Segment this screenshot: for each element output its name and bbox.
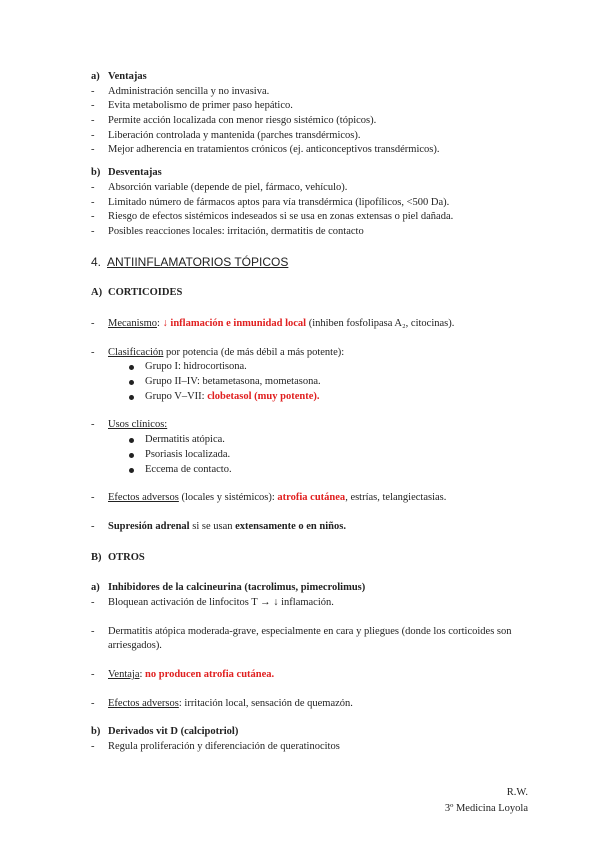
corticoides-title: CORTICOIDES xyxy=(108,287,183,299)
corticoides-heading xyxy=(91,286,531,301)
list-item: - Posibles reacciones locales: irritación, dermatitis de contacto xyxy=(91,225,531,240)
supresion-item xyxy=(91,520,531,535)
usos-label: Usos clínicos: xyxy=(108,419,168,431)
calcineurina-label: a) xyxy=(91,582,100,594)
list-item: - Regula proliferación y diferenciación de queratinocitos xyxy=(91,740,531,755)
efectos-tail: , estrías, telangiectasias. xyxy=(345,492,447,504)
efectos-rest: (locales y sistémicos): xyxy=(178,492,278,504)
clasificacion-list xyxy=(91,346,531,361)
section-title: ANTIINFLAMATORIOS TÓPICOS xyxy=(107,254,289,269)
section-number: 4. xyxy=(91,254,102,269)
supresion-bold1: Supresión adrenal xyxy=(108,520,190,532)
supresion-list xyxy=(91,520,531,535)
ventaja-sep: : xyxy=(139,669,146,681)
list-item: Dermatitis atópica. xyxy=(91,433,531,448)
list-item: - Permite acción localizada con menor riesgo sistémico (tópicos). xyxy=(91,114,531,129)
desventajas-title: Desventajas xyxy=(108,167,162,179)
group-highlight: clobetasol (muy potente). xyxy=(207,390,320,402)
calcineurina-list-2 xyxy=(91,625,531,654)
ventaja-label: Ventaja xyxy=(108,669,140,681)
vitd-list xyxy=(91,740,531,755)
list-item: - Evita metabolismo de primer paso hepático. xyxy=(91,99,531,114)
clasificacion-item xyxy=(91,346,531,361)
calcineurina-heading xyxy=(91,581,531,596)
otros-title: OTROS xyxy=(108,551,145,563)
ventaja-highlight: no producen atrofia cutánea. xyxy=(145,669,275,681)
ventajas-heading xyxy=(91,70,531,85)
vitd-title: Derivados vit D (calcipotriol) xyxy=(108,726,239,738)
corticoides-label: A) xyxy=(91,287,103,299)
mecanismo-list xyxy=(91,317,531,332)
list-item: - Absorción variable (depende de piel, fármaco, vehículo). xyxy=(91,181,531,196)
group-text: Grupo I: hidrocortisona. xyxy=(145,361,247,373)
page-footer xyxy=(445,785,528,817)
group-text: Grupo V–VII: xyxy=(145,390,208,402)
list-item: - Dermatitis atópica moderada-grave, especialmente en cara y pliegues (donde los corticoides son arriesgados). xyxy=(91,625,531,654)
section-heading xyxy=(91,254,531,271)
otros-label: B) xyxy=(91,551,102,563)
group-text: Grupo II–IV: betametasona, mometasona. xyxy=(145,376,321,388)
list-item: - Limitado número de fármacos aptos para vía transdérmica (lipofílicos, <500 Da). xyxy=(91,196,531,211)
mecanismo-sep: : xyxy=(157,318,163,330)
list-item xyxy=(91,390,531,405)
ventaja-item xyxy=(91,668,531,683)
mecanismo-item xyxy=(91,317,531,332)
efectos-calcineurina-item xyxy=(91,697,531,712)
usos-item xyxy=(91,418,531,433)
mecanismo-arrow: ↓ xyxy=(162,318,168,330)
calcineurina-title: Inhibidores de la calcineurina (tacrolimus, pimecrolimus) xyxy=(108,582,366,594)
mecanismo-label: Mecanismo xyxy=(108,318,157,330)
vitd-heading xyxy=(91,725,531,740)
vitd-label: b) xyxy=(91,726,101,738)
supresion-bold2: extensamente o en niños. xyxy=(235,520,346,532)
efectos-calcineurina-rest: : irritación local, sensación de quemazón. xyxy=(178,697,353,709)
desventajas-heading xyxy=(91,166,531,181)
ventajas-list xyxy=(91,85,531,158)
list-item xyxy=(91,360,531,375)
list-item: - Riesgo de efectos sistémicos indeseados si se usa en zonas extensas o piel dañada. xyxy=(91,210,531,225)
list-item: - Liberación controlada y mantenida (parches transdérmicos). xyxy=(91,129,531,144)
list-item: Psoriasis localizada. xyxy=(91,448,531,463)
list-item: - Bloquean activación de linfocitos T → ↓ inflamación. xyxy=(91,596,531,611)
list-item: - Administración sencilla y no invasiva. xyxy=(91,85,531,100)
ventajas-label: a) xyxy=(91,71,100,82)
desventajas-label: b) xyxy=(91,167,101,179)
document-content xyxy=(91,70,531,755)
supresion-middle: si se usan xyxy=(189,520,236,532)
footer-author: R.W. xyxy=(506,787,528,798)
mecanismo-rest: (inhiben fosfolipasa A₂, citocinas). xyxy=(306,318,455,330)
efectos-item xyxy=(91,491,531,506)
efectos-calcineurina-list xyxy=(91,697,531,712)
usos-items xyxy=(91,433,531,477)
efectos-list xyxy=(91,491,531,506)
clasificacion-label: Clasificación xyxy=(108,346,164,358)
usos-list xyxy=(91,418,531,433)
list-item xyxy=(91,375,531,390)
clasificacion-rest: por potencia (de más débil a más potente): xyxy=(163,346,345,358)
list-item: - Mejor adherencia en tratamientos crónicos (ej. anticonceptivos transdérmicos). xyxy=(91,143,531,158)
ventaja-list xyxy=(91,668,531,683)
otros-heading xyxy=(91,551,531,566)
footer-course: 3º Medicina Loyola xyxy=(444,802,528,814)
clasificacion-groups xyxy=(91,360,531,404)
efectos-label: Efectos adversos xyxy=(108,492,179,504)
efectos-highlight: atrofia cutánea xyxy=(277,492,346,504)
desventajas-list xyxy=(91,181,531,240)
efectos-calcineurina-label: Efectos adversos xyxy=(108,697,179,709)
ventajas-title: Ventajas xyxy=(108,71,147,82)
list-item: Eccema de contacto. xyxy=(91,463,531,478)
calcineurina-list xyxy=(91,596,531,611)
mecanismo-highlight: inflamación e inmunidad local xyxy=(170,318,307,330)
